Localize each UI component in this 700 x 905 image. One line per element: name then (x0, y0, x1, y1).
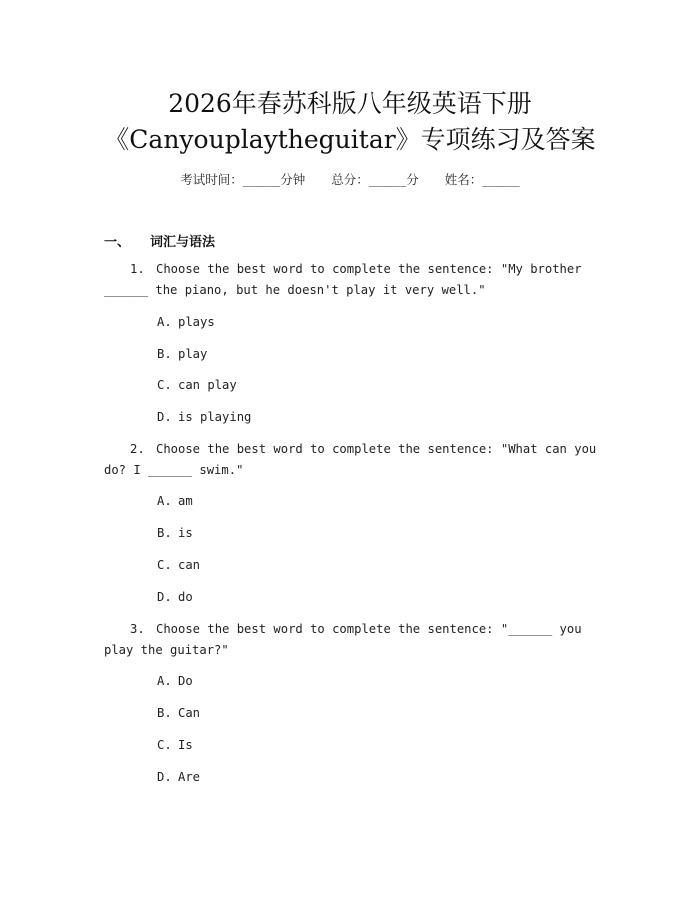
question-1-option-b (157, 347, 207, 361)
option-letter: D. (157, 410, 172, 424)
question-number: 2. (130, 442, 145, 456)
question-2-option-c (157, 558, 200, 572)
student-name-label: 姓名：______ (444, 172, 520, 187)
option-letter: B. (157, 706, 172, 720)
exam-time-label: 考试时间：______分钟 (180, 172, 306, 187)
option-letter: C. (157, 558, 172, 572)
option-text: can (178, 558, 201, 572)
exam-info-line (0, 170, 700, 188)
option-letter: A. (157, 315, 172, 329)
question-3-option-d (157, 770, 200, 784)
section-number: 一、 (104, 235, 131, 250)
question-text: Choose the best word to complete the sentence: "My brother ______ the piano, but he doesn't play it very well." (104, 262, 582, 297)
option-letter: C. (157, 378, 172, 392)
option-text: Do (178, 674, 193, 688)
question-number: 1. (130, 262, 145, 276)
document-title-line-2: 《Canyouplaytheguitar》专项练习及答案 (104, 125, 596, 154)
question-2-option-a (157, 494, 193, 508)
option-letter: A. (157, 494, 172, 508)
option-text: do (178, 590, 193, 604)
question-1-option-d (157, 410, 251, 424)
section-heading (104, 231, 215, 250)
option-text: Is (178, 738, 193, 752)
section-title: 词汇与语法 (150, 235, 216, 250)
question-3-stem (104, 619, 600, 661)
document-title-line-1: 2026年春苏科版八年级英语下册 (168, 89, 532, 118)
option-letter: B. (157, 526, 172, 540)
option-text: Are (178, 770, 201, 784)
option-letter: B. (157, 347, 172, 361)
option-text: Can (178, 706, 201, 720)
question-text: Choose the best word to complete the sentence: "______ you play the guitar?" (104, 622, 582, 657)
option-text: is playing (178, 410, 252, 424)
option-text: is (178, 526, 193, 540)
option-letter: D. (157, 770, 172, 784)
question-text: Choose the best word to complete the sentence: "What can you do? I ______ swim." (104, 442, 597, 477)
option-letter: D. (157, 590, 172, 604)
question-3-option-c (157, 738, 193, 752)
option-text: plays (178, 315, 215, 329)
option-letter: A. (157, 674, 172, 688)
total-score-label: 总分：______分 (331, 172, 419, 187)
question-1-option-c (157, 378, 237, 392)
question-3-option-a (157, 674, 193, 688)
option-text: play (178, 347, 208, 361)
question-number: 3. (130, 622, 145, 636)
question-2-option-b (157, 526, 193, 540)
option-letter: C. (157, 738, 172, 752)
question-1-stem (104, 259, 600, 301)
question-1-option-a (157, 315, 215, 329)
question-3-option-b (157, 706, 200, 720)
question-2-stem (104, 439, 600, 481)
option-text: am (178, 494, 193, 508)
option-text: can play (178, 378, 237, 392)
question-2-option-d (157, 590, 193, 604)
